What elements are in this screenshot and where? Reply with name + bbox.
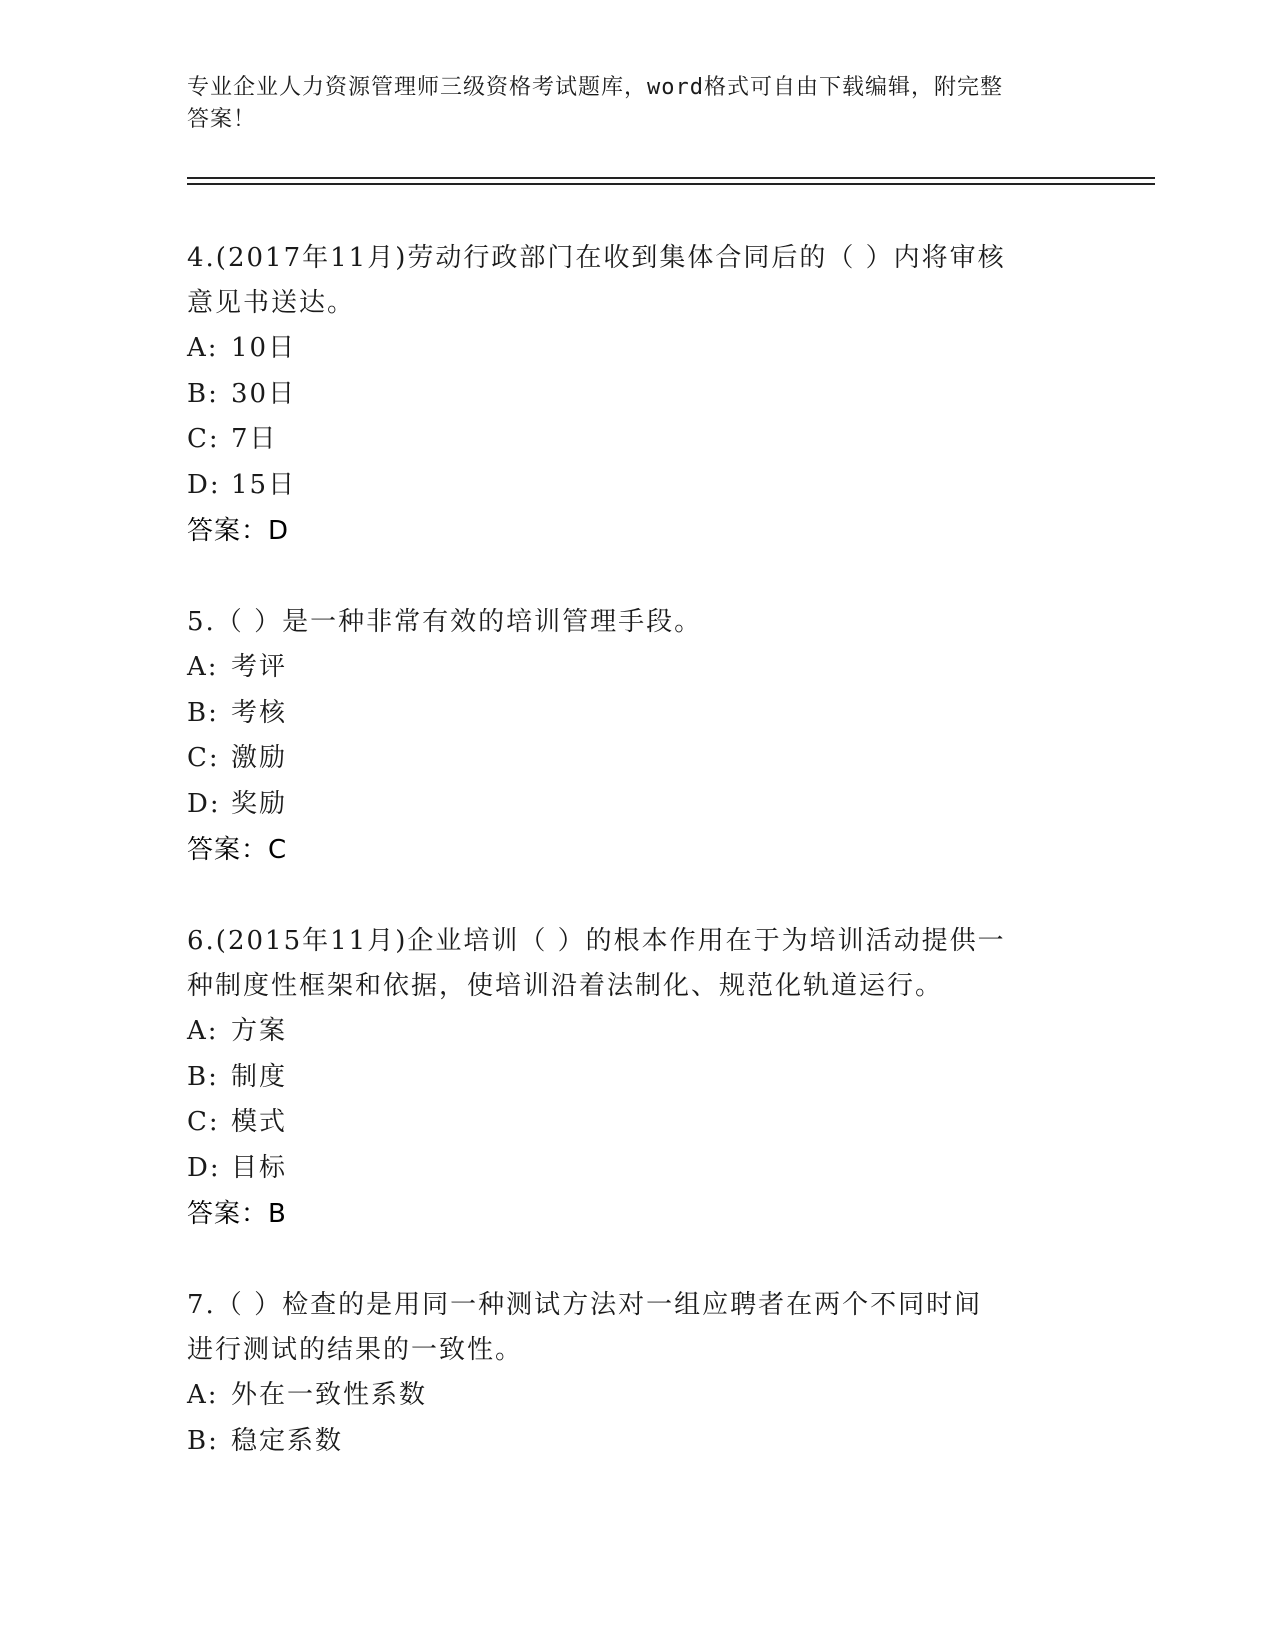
question-item bbox=[187, 236, 1087, 554]
question-stem bbox=[187, 919, 1087, 1009]
option-d bbox=[187, 463, 1087, 509]
question-stem bbox=[187, 1283, 1087, 1373]
header-divider-top bbox=[187, 177, 1155, 179]
option-letter: A: bbox=[187, 1380, 219, 1410]
option-b bbox=[187, 1419, 1087, 1465]
document-header bbox=[187, 72, 1067, 136]
header-line-1: 专业企业人力资源管理师三级资格考试题库，word格式可自由下载编辑，附完整 bbox=[187, 75, 1003, 100]
option-letter: B: bbox=[187, 697, 219, 728]
question-stem-line: 5.（ ）是一种非常有效的培训管理手段。 bbox=[187, 607, 703, 637]
option-c bbox=[187, 736, 1087, 782]
option-letter: B: bbox=[187, 1061, 219, 1092]
header-divider-bottom bbox=[187, 183, 1155, 185]
option-text: 7日 bbox=[231, 424, 278, 454]
answer-line: 答案：D bbox=[187, 516, 290, 546]
option-text: 外在一致性系数 bbox=[231, 1380, 428, 1410]
option-text: 模式 bbox=[231, 1107, 288, 1137]
option-letter: B: bbox=[187, 378, 219, 409]
option-a bbox=[187, 326, 1087, 372]
option-text: 考评 bbox=[231, 652, 288, 682]
option-text: 目标 bbox=[231, 1152, 288, 1183]
option-text: 30日 bbox=[231, 378, 297, 409]
option-text: 稳定系数 bbox=[231, 1425, 344, 1456]
option-text: 制度 bbox=[231, 1061, 288, 1092]
question-stem bbox=[187, 600, 1087, 645]
option-letter: A: bbox=[187, 333, 219, 363]
question-stem-line: 4.(2017年11月)劳动行政部门在收到集体合同后的（ ）内将审核 bbox=[187, 243, 1006, 273]
option-a bbox=[187, 1373, 1087, 1419]
question-item bbox=[187, 600, 1087, 873]
option-letter: C: bbox=[187, 743, 220, 773]
option-text: 10日 bbox=[231, 333, 297, 363]
option-letter: C: bbox=[187, 1107, 220, 1137]
option-letter: A: bbox=[187, 1016, 219, 1046]
question-stem bbox=[187, 236, 1087, 326]
option-letter: D: bbox=[187, 788, 221, 819]
option-d bbox=[187, 782, 1087, 828]
option-text: 奖励 bbox=[231, 788, 288, 819]
question-stem-line: 6.(2015年11月)企业培训（ ）的根本作用在于为培训活动提供一 bbox=[187, 926, 1006, 956]
option-b bbox=[187, 691, 1087, 737]
answer-line: 答案：C bbox=[187, 835, 288, 865]
option-a bbox=[187, 1009, 1087, 1055]
option-c bbox=[187, 417, 1087, 463]
option-b bbox=[187, 1055, 1087, 1101]
question-stem-line: 意见书送达。 bbox=[187, 288, 356, 318]
option-text: 考核 bbox=[231, 697, 288, 728]
question-stem-line: 种制度性框架和依据，使培训沿着法制化、规范化轨道运行。 bbox=[187, 971, 944, 1001]
option-text: 方案 bbox=[231, 1016, 288, 1046]
option-b bbox=[187, 372, 1087, 418]
option-text: 激励 bbox=[231, 743, 288, 773]
header-line-2: 答案！ bbox=[187, 107, 257, 132]
question-stem-line: 7.（ ）检查的是用同一种测试方法对一组应聘者在两个不同时间 bbox=[187, 1290, 983, 1320]
option-letter: B: bbox=[187, 1425, 219, 1456]
option-a bbox=[187, 645, 1087, 691]
question-item bbox=[187, 1283, 1087, 1464]
option-text: 15日 bbox=[231, 469, 297, 500]
question-list bbox=[187, 236, 1087, 1510]
option-letter: A: bbox=[187, 652, 219, 682]
option-letter: C: bbox=[187, 424, 220, 454]
option-letter: D: bbox=[187, 1152, 221, 1183]
answer-line: 答案：B bbox=[187, 1199, 287, 1229]
option-c bbox=[187, 1100, 1087, 1146]
option-d bbox=[187, 1146, 1087, 1192]
option-letter: D: bbox=[187, 469, 221, 500]
question-stem-line: 进行测试的结果的一致性。 bbox=[187, 1335, 524, 1365]
question-item bbox=[187, 919, 1087, 1237]
